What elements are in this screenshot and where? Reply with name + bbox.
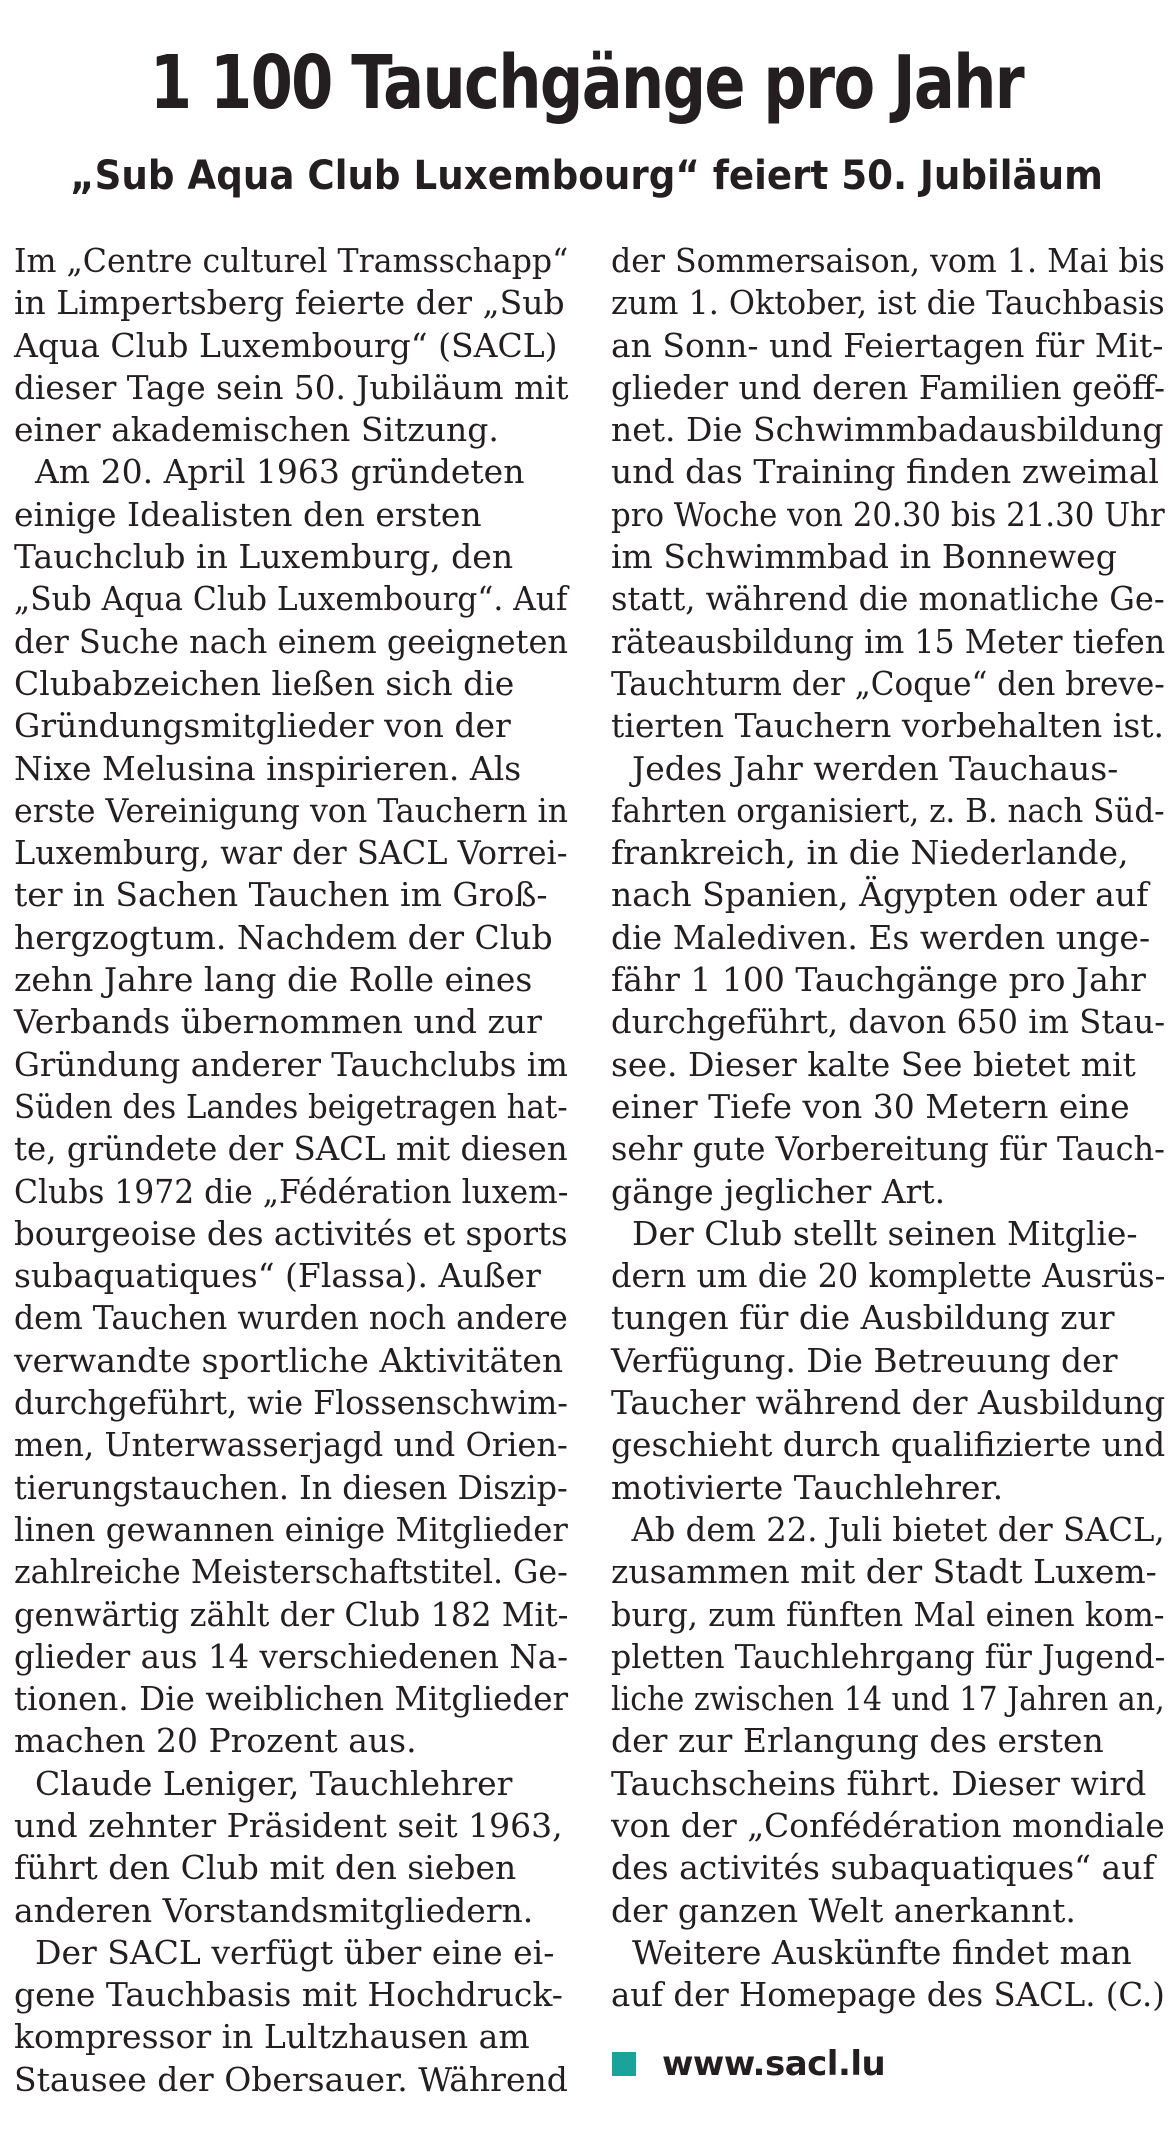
article-line: bourgeoise des activités et sports (14, 1213, 568, 1253)
article-line: Claude Leniger, Tauchlehrer (14, 1763, 513, 1803)
article-line: zahlreiche Meisterschaftstitel. Ge- (14, 1552, 568, 1592)
article-line: „Sub Aqua Club Luxembourg“. Auf (14, 579, 568, 619)
article-line: Im „Centre culturel Tramsschapp“ (14, 241, 569, 280)
article-line: der Sommersaison, vom 1. Mai bis (611, 241, 1165, 280)
article-line: Verbands übernommen und zur (14, 1002, 542, 1042)
article-line: net. Die Schwimmbadausbildung (611, 410, 1164, 450)
headline: 1 100 Tauchgänge pro Jahr (149, 40, 1024, 126)
article-line: nach Spanien, Ägypten oder auf (611, 875, 1149, 915)
article-line: zum 1. Oktober, ist die Tauchbasis (611, 283, 1165, 323)
article-line: liche zwischen 14 und 17 Jahren an, (611, 1679, 1165, 1719)
article-line: tierten Tauchern vorbehalten ist. (611, 706, 1165, 746)
article-line: men, Unterwasserjagd und Orien- (14, 1425, 568, 1465)
article-line: der Suche nach einem geeigneten (14, 621, 569, 661)
article-line: auf der Homepage des SACL. (C.) (611, 1975, 1165, 2015)
article-line: pro Woche von 20.30 bis 21.30 Uhr (611, 494, 1165, 534)
article-line: Am 20. April 1963 gründeten (14, 452, 525, 492)
article-line: gänge jeglicher Art. (611, 1171, 946, 1211)
article-line: machen 20 Prozent aus. (14, 1721, 417, 1761)
article-line: dern um die 20 komplette Ausrüs- (611, 1256, 1166, 1296)
article-line: erste Vereinigung von Tauchern in (14, 790, 568, 830)
article-line: von der „Confédération mondiale (611, 1805, 1165, 1845)
article-line: Jedes Jahr werden Tauchaus- (611, 748, 1119, 788)
article-line: genwärtig zählt der Club 182 Mit- (14, 1594, 569, 1634)
article-line: die Malediven. Es werden unge- (611, 917, 1151, 957)
right-column (611, 240, 1165, 2016)
article-line: Tauchturm der „Coque“ den breve- (611, 663, 1165, 703)
article-line: gene Tauchbasis mit Hochdruck- (14, 1975, 563, 2015)
left-column (14, 240, 568, 2101)
article-line: in Limpertsberg feierte der „Sub (14, 283, 565, 323)
article-line: te, gründete der SACL mit diesen (14, 1129, 568, 1169)
article-line: Süden des Landes beigetragen hat- (14, 1086, 568, 1126)
article-line: tungen für die Ausbildung zur (611, 1298, 1115, 1338)
article-line: durchgeführt, davon 650 im Stau- (611, 1002, 1166, 1042)
article-line: statt, während die monatliche Ge- (611, 579, 1165, 619)
article-line: dieser Tage sein 50. Jubiläum mit (14, 367, 569, 407)
website-footer (612, 2040, 885, 2088)
article-line: Clubabzeichen ließen sich die (14, 663, 515, 703)
article-line: tionen. Die weiblichen Mitglieder (14, 1679, 569, 1719)
article-line: hergzogtum. Nachdem der Club (14, 917, 553, 957)
article-line: Tauchscheins führt. Dieser wird (611, 1763, 1147, 1803)
article-line: einige Idealisten den ersten (14, 494, 482, 534)
article-line: räteausbildung im 15 Meter tiefen (611, 621, 1166, 661)
subheadline: „Sub Aqua Club Luxembourg“ feiert 50. Jubiläum (70, 153, 1103, 199)
article-line: subaquatiques“ (Flassa). Außer (14, 1256, 541, 1296)
article-line: führt den Club mit den sieben (14, 1848, 517, 1888)
article-line: an Sonn- und Feiertagen für Mit- (611, 325, 1164, 365)
article-line: Verfügung. Die Betreuung der (611, 1340, 1118, 1380)
article-line: sehr gute Vorbereitung für Tauch- (611, 1129, 1165, 1169)
article-line: pletten Tauchlehrgang für Jugend- (611, 1636, 1166, 1676)
article-line: geschieht durch qualifizierte und (611, 1425, 1166, 1465)
article-line: Luxemburg, war der SACL Vorrei- (14, 833, 568, 873)
article-line: dem Tauchen wurden noch andere (14, 1298, 568, 1338)
article-line: Gründungsmitglieder von der (14, 706, 511, 746)
article-line: Gründung anderer Tauchclubs im (14, 1044, 568, 1084)
article-line: einer Tiefe von 30 Metern eine (611, 1086, 1130, 1126)
article-line: zusammen mit der Stadt Luxem- (611, 1552, 1157, 1592)
article-line: Der SACL verfügt über eine ei- (14, 1932, 555, 1972)
article-line: und das Training finden zweimal (611, 452, 1159, 492)
article-line: see. Dieser kalte See bietet mit (611, 1044, 1136, 1084)
article-line: anderen Vorstandsmitgliedern. (14, 1890, 534, 1930)
teal-square-icon (612, 2052, 636, 2076)
article-line: Aqua Club Luxembourg“ (SACL) (14, 325, 558, 365)
website-link[interactable]: www.sacl.lu (662, 2044, 886, 2084)
article-line: frankreich, in die Niederlande, (611, 833, 1129, 873)
article-line: Nixe Melusina inspirieren. Als (14, 748, 522, 788)
article-line: fähr 1 100 Tauchgänge pro Jahr (611, 960, 1146, 1000)
article-line: Der Club stellt seinen Mitglie- (611, 1213, 1138, 1253)
article-line: und zehnter Präsident seit 1963, (14, 1805, 563, 1845)
article-line: motivierte Tauchlehrer. (611, 1467, 1004, 1507)
article-line: linen gewannen einige Mitglieder (14, 1509, 568, 1549)
article-line: zehn Jahre lang die Rolle eines (14, 960, 533, 1000)
article-line: Clubs 1972 die „Fédération luxem- (14, 1171, 569, 1211)
article-line: der zur Erlangung des ersten (611, 1721, 1104, 1761)
article-line: glieder und deren Familien geöff- (611, 367, 1166, 407)
article-line: Taucher während der Ausbildung (611, 1383, 1166, 1423)
article-line: einer akademischen Sitzung. (14, 410, 499, 450)
article-line: ter in Sachen Tauchen im Groß- (14, 875, 548, 915)
article-line: verwandte sportliche Aktivitäten (14, 1340, 564, 1380)
article-line: Ab dem 22. Juli bietet der SACL, (611, 1509, 1165, 1549)
article-line: Stausee der Obersauer. Während (14, 2059, 568, 2099)
article-line: durchgeführt, wie Flossenschwim- (14, 1383, 568, 1423)
article-line: glieder aus 14 verschiedenen Na- (14, 1636, 569, 1676)
article-line: des activités subaquatiques“ auf (611, 1848, 1155, 1888)
article-line: Tauchclub in Luxemburg, den (14, 537, 514, 577)
article-line: tierungstauchen. In diesen Diszip- (14, 1467, 568, 1507)
article-line: kompressor in Lultzhausen am (14, 2017, 530, 2057)
article-line: im Schwimmbad in Bonneweg (611, 537, 1117, 577)
article-line: burg, zum fünften Mal einen kom- (611, 1594, 1165, 1634)
article-line: der ganzen Welt anerkannt. (611, 1890, 1076, 1930)
article-line: fahrten organisiert, z. B. nach Süd- (611, 790, 1165, 830)
article-line: Weitere Auskünfte findet man (611, 1932, 1132, 1972)
